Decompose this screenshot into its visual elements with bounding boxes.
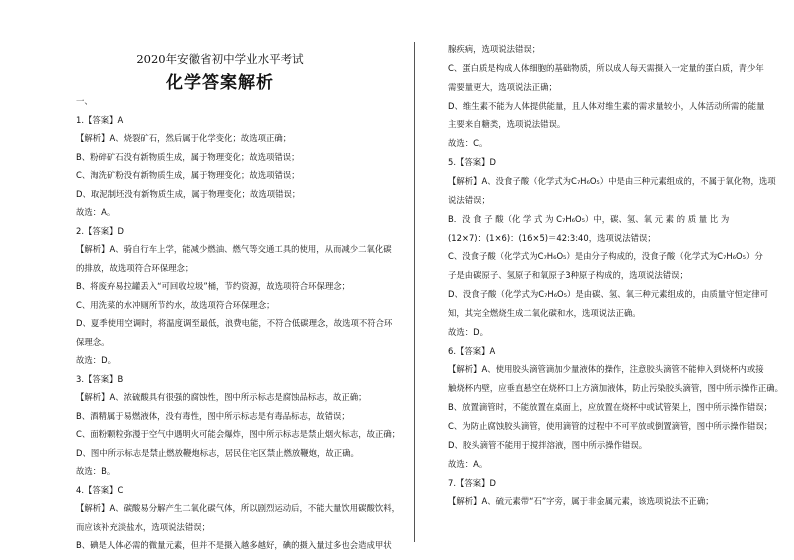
text-line: 主要来自糖类，选项说法错误。 [448,119,566,130]
text-line: B、将废弃易拉罐丢入“可回收垃圾”桶，节约资源，故选项符合环保理念； [76,281,351,291]
text-line: C、用洗菜的水冲厕所节约水，故选项符合环保理念； [76,299,275,310]
page-title: 化学答案解析 [166,73,274,93]
text-line: 知，其完全燃烧生成二氧化碳和水，选项说法正确。 [448,307,641,318]
text-line: 4.【答案】C [76,484,124,495]
text-line: 【解析】A、骑自行车上学，能减少燃油、燃气等交通工具的使用，从而减少二氧化碳 [76,244,392,254]
text-line: 故选：A。 [448,458,488,469]
text-line: 2.【答案】D [76,225,124,236]
text-line: 5.【答案】D [448,157,496,168]
text-line: B、粉碎矿石没有新物质生成，属于物理变化；故选项错误； [76,151,300,162]
text-line: D、没食子酸（化学式为C₇H₆O₅）是由碳、氢、氧三种元素组成的，由质量守恒定律可 [448,289,769,300]
text-line: 的排放，故选项符合环保理念； [76,262,194,273]
text-line: 【解析】A、硫元素带“石”字旁，属于非金属元素，该选项说法不正确； [448,496,714,507]
text-line: (12×7)：(1×6)：(16×5)＝42:3:40，选项说法错误； [448,232,656,243]
text-line: 需要量更大，选项说法正确； [448,81,557,92]
text-line: D、胶头滴管不能用于搅拌溶液，图中所示操作错误。 [448,439,648,450]
text-line: 而应该补充淡盐水，选项说法错误； [76,521,210,532]
text-line: 【解析】A、没食子酸（化学式为C₇H₆O₅）中是由三种元素组成的，不属于氧化物，选项 [448,175,776,186]
text-line: B、酒精属于易燃液体，没有毒性，图中所示标志是有毒品标志，故错误； [76,410,350,421]
text-line: C、蛋白质是构成人体细胞的基础物质，所以成人每天需摄入一定量的蛋白质，青少年 [448,62,764,73]
text-line: 【解析】A、烧裂矿石，然后属于化学变化；故选项正确； [76,133,292,143]
text-line: 说法错误； [448,194,490,205]
text-line: 腺疾病，选项说法错误； [448,44,541,54]
text-line: B、碘是人体必需的微量元素，但并不是摄入越多越好，碘的摄入量过多也会造成甲状 [76,540,392,550]
text-line: B．没 食 子 酸（化 学 式 为 C₇H₆O₅）中，碳、氢、氧 元 素 的 质 量 比 为 [448,213,730,224]
text-line: 触烧杯内壁，应垂直悬空在烧杯口上方滴加液体，防止污染胶头滴管，图中所示操作正确。 [448,383,783,394]
exam-title: 2020年安徽省初中学业水平考试 [136,52,304,66]
text-line: 故选：A。 [76,207,116,217]
text-line: 7.【答案】D [448,477,496,488]
text-line: C、为防止腐蚀胶头滴管，使用滴管的过程中不可平放或倒置滴管，图中所示操作错误； [448,421,773,431]
text-line: 故选：C。 [448,138,488,149]
text-line: 一、 [76,96,93,106]
text-line: 1.【答案】A [76,114,124,125]
text-line: 【解析】A、使用胶头滴管滴加少量液体的操作，注意胶头滴管不能伸入到烧杯内或接 [448,364,764,375]
text-line: 3.【答案】B [76,373,124,384]
text-line: D、图中所示标志是禁止燃放鞭炮标志，居民住宅区禁止燃放鞭炮，故正确。 [76,447,359,458]
text-line: 【解析】A、浓硫酸具有很强的腐蚀性，图中所示标志是腐蚀品标志，故正确； [76,392,367,402]
text-line: 故选：D。 [76,355,116,365]
text-line: 6.【答案】A [448,345,496,356]
text-line: D、夏季使用空调时，将温度调至最低，浪费电能，不符合低碳理念，故选项不符合环 [76,318,393,328]
text-line: D、取泥制坯没有新物质生成，属于物理变化；故选项错误； [76,188,301,199]
column-divider [414,42,415,542]
text-line: B、放置滴管时，不能放置在桌面上，应放置在烧杯中或试管架上，图中所示操作错误； [448,402,772,413]
text-line: 保理念。 [76,336,110,347]
text-line: C、淘洗矿粉没有新物质生成，属于物理变化；故选项错误； [76,170,300,180]
text-line: 故选：B。 [76,466,116,476]
text-line: 故选：D。 [448,326,488,337]
text-line: C、没食子酸（化学式为C₇H₆O₅）是由分子构成的，没食子酸（化学式为C₇H₆O₅）分 [448,251,763,262]
text-line: D、维生素不能为人体提供能量，且人体对维生素的需求量较小，人体活动所需的能量 [448,100,765,111]
text-line: 子是由碳原子、氢原子和氧原子3种原子构成的，选项说法错误； [448,270,688,281]
text-line: 【解析】A、碳酸易分解产生二氧化碳气体，所以剧烈运动后，不能大量饮用碳酸饮料， [76,503,400,513]
text-line: C、面粉颗粒弥漫于空气中遇明火可能会爆炸，图中所示标志是禁止烟火标志，故正确； [76,429,401,439]
